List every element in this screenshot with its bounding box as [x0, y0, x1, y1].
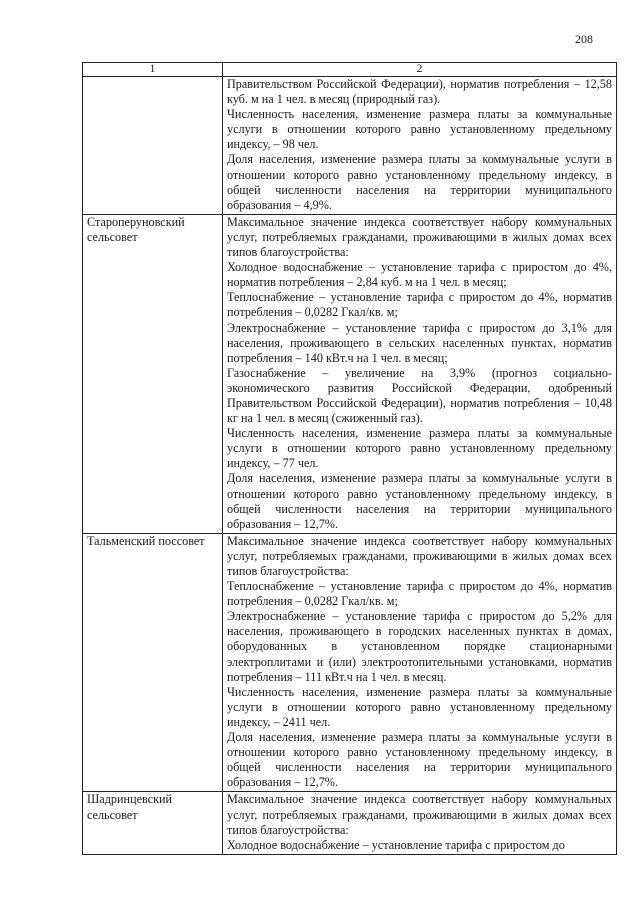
table-body [83, 77, 617, 855]
table-row [83, 214, 617, 533]
column-header-1: 1 [83, 63, 223, 77]
description-paragraph: Теплоснабжение – установление тарифа с приростом до 4%, норматив потребления – 0,0282 Гкал/кв. м; [227, 579, 612, 609]
description-paragraph: Доля населения, изменение размера платы за коммунальные услуги в отношении которого равно установленному предельному индексу, в общей численности населения на территории муниципального образования – 12,7%. [227, 730, 612, 790]
tariff-description [223, 214, 617, 533]
page-number: 208 [575, 32, 593, 46]
municipality-name [83, 77, 223, 215]
tariff-description [223, 77, 617, 215]
description-paragraph: Газоснабжение – увеличение на 3,9% (прогноз социально-экономического развития Российской Федерации, одобренный Правительством Российской Федерации), норматив потребления – 10,48 кг на 1 чел. в месяц (сжиженный газ). [227, 365, 612, 426]
description-paragraph: Численность населения, изменение размера платы за коммунальные услуги в отношении которого равно установленному предельному индексу, – 98 чел. [227, 107, 612, 152]
municipality-name: Шадринцевский сельсовет [83, 792, 223, 854]
description-paragraph: Численность населения, изменение размера платы за коммунальные услуги в отношении которого равно установленному предельному индексу, – 2411 чел. [227, 684, 612, 729]
description-paragraph: Максимальное значение индекса соответствует набору коммунальных услуг, потребляемых гражданами, проживающими в жилых домах всех типов благоустройства: [227, 792, 612, 837]
description-paragraph: Максимальное значение индекса соответствует набору коммунальных услуг, потребляемых гражданами, проживающими в жилых домах всех типов благоустройства: [227, 214, 612, 260]
description-paragraph: Теплоснабжение – установление тарифа с приростом до 4%, норматив потребления – 0,0282 Гкал/кв. м; [227, 290, 612, 320]
description-paragraph: Электроснабжение – установление тарифа с приростом до 5,2% для населения, проживающего в городских населенных пунктах в домах, оборудованных в установленном порядке стационарными электроплитами и (или) электроотопительными установками, норматив потребления – 111 кВт.ч на 1 чел. в месяц. [227, 609, 612, 684]
description-paragraph: Доля населения, изменение размера платы за коммунальные услуги в отношении которого равно установленному предельному индексу, в общей численности населения на территории муниципального образования – 4,9%. [227, 152, 612, 212]
municipality-name: Тальменский поссовет [83, 533, 223, 792]
column-header-2: 2 [223, 63, 617, 77]
tariff-description [223, 533, 617, 792]
description-paragraph: Электроснабжение – установление тарифа с приростом до 3,1% для населения, проживающего в сельских населенных пунктах, норматив потребления – 140 кВт.ч на 1 чел. в месяц; [227, 320, 612, 365]
municipality-name: Староперуновский сельсовет [83, 214, 223, 533]
description-paragraph: Холодное водоснабжение – установление тарифа с приростом до [227, 837, 565, 852]
table-row [83, 792, 617, 854]
tariff-index-table [82, 62, 617, 855]
table-row [83, 533, 617, 792]
tariff-description [223, 792, 617, 854]
description-paragraph: Доля населения, изменение размера платы за коммунальные услуги в отношении которого равно установленному предельному индексу, в общей численности населения на территории муниципального образования – 12,7%. [227, 471, 612, 531]
table-row [83, 77, 617, 215]
table-header-row [83, 63, 617, 77]
description-paragraph: Правительством Российской Федерации), норматив потребления – 12,58 куб. м на 1 чел. в месяц (природный газ). [227, 77, 612, 107]
description-paragraph: Максимальное значение индекса соответствует набору коммунальных услуг, потребляемых гражданами, проживающими в жилых домах всех типов благоустройства: [227, 533, 612, 578]
description-paragraph: Холодное водоснабжение – установление тарифа с приростом до 4%, норматив потребления – 2,84 куб. м на 1 чел. в месяц; [227, 260, 612, 290]
description-paragraph: Численность населения, изменение размера платы за коммунальные услуги в отношении которого равно установленному предельному индексу, – 77 чел. [227, 426, 612, 471]
